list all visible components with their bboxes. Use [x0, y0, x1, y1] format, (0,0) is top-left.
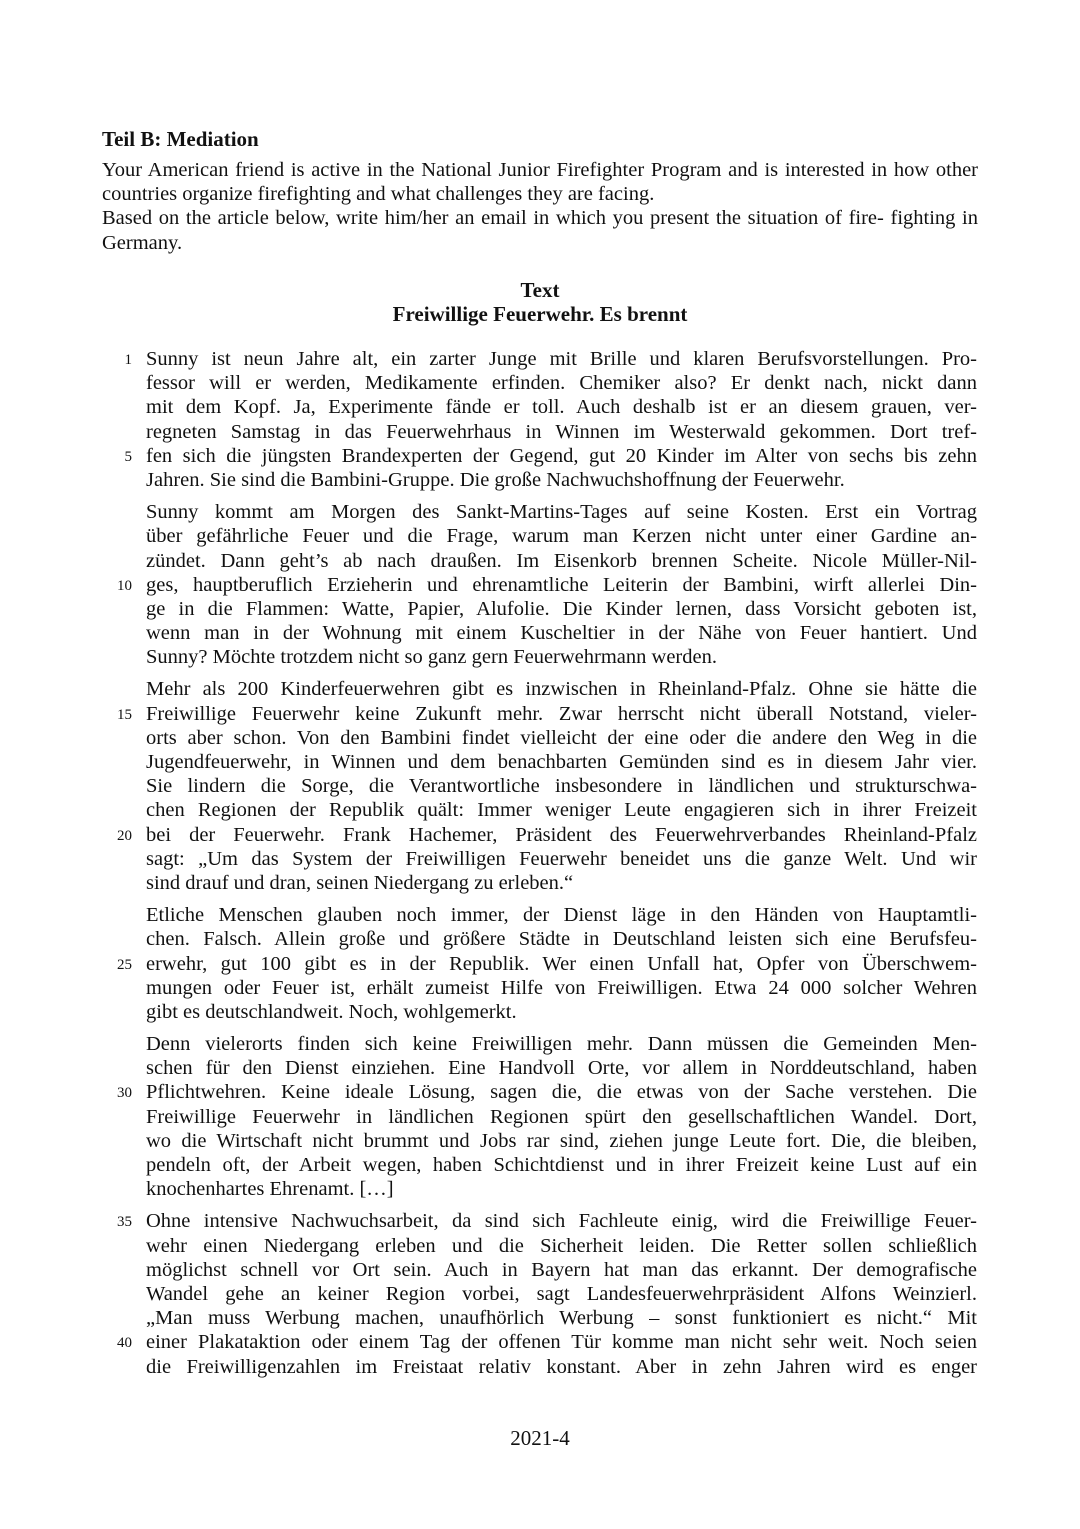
line-text: pendeln oft, der Arbeit wegen, haben Schichtdienst und in ihrer Freizeit keine Lust auf ein	[146, 1154, 977, 1176]
article-line	[0, 1355, 1080, 1379]
line-text: sagt: „Um das System der Freiwilligen Feuerwehr beneidet uns die ganze Welt. Und wir	[146, 847, 977, 870]
line-text: fen sich die jüngsten Brandexperten der Gegend, gut 20 Kinder im Alter von sechs bis zehn	[146, 444, 977, 467]
line-number: 20	[117, 827, 132, 844]
article-line	[0, 573, 1080, 597]
line-text: regneten Samstag in das Feuerwehrhaus in Winnen im Westerwald gekommen. Dort tref-	[146, 420, 977, 443]
line-text: über gefährliche Feuer und die Frage, warum man Kerzen nicht unter einer Gardine an-	[146, 525, 977, 548]
article-line	[0, 1209, 1080, 1233]
task-instructions	[102, 158, 978, 255]
line-text: wo die Wirtschaft nicht brummt und Jobs rar sind, ziehen junge Leute fort. Die, die bleiben,	[146, 1129, 977, 1152]
line-number: 40	[117, 1335, 132, 1352]
article-line	[0, 621, 1080, 645]
article-line	[0, 1234, 1080, 1258]
line-text: Jugendfeuerwehr, in Winnen und dem benachbarten Gemünden sind es in diesem Jahr vier.	[146, 751, 977, 773]
text-label: Text	[520, 278, 560, 302]
article-line	[0, 1153, 1080, 1177]
article-line	[0, 952, 1080, 976]
line-text: Denn vielerorts finden sich keine Freiwilligen mehr. Dann müssen die Gemeinden Men-	[146, 1033, 977, 1056]
article-line	[0, 420, 1080, 444]
article-line	[0, 774, 1080, 798]
line-text: sind drauf und dran, seinen Niedergang zu erleben.“	[146, 871, 574, 894]
line-text: Mehr als 200 Kinderfeuerwehren gibt es inzwischen in Rheinland-Pfalz. Ohne sie hätte die	[146, 678, 977, 701]
article-line	[0, 524, 1080, 548]
article-line	[0, 976, 1080, 1000]
line-number: 30	[117, 1085, 132, 1102]
article-line	[0, 677, 1080, 701]
article-line	[0, 798, 1080, 822]
task-paragraph: Your American friend is active in the National Junior Firefighter Program and is interested in how other countries organize firefighting and what challenges they are facing.	[102, 159, 978, 206]
line-text: wehr einen Niedergang erleben und die Sicherheit leiden. Die Retter sollen schließlich	[146, 1234, 977, 1257]
line-text: Freiwillige Feuerwehr in ländlichen Regionen spürt den gesellschaftlichen Wandel. Dort,	[146, 1105, 977, 1128]
line-text: mit dem Kopf. Ja, Experimente fände er toll. Auch deshalb ist er an diesem grauen, ver-	[146, 396, 977, 419]
page-number: 2021-4	[510, 1426, 570, 1450]
line-text: einer Plakataktion oder einem Tag der offenen Tür komme man nicht sehr weit. Noch seien	[146, 1331, 977, 1354]
line-text: schen für den Dienst einziehen. Eine Handvoll Orte, vor allem in Norddeutschland, haben	[146, 1057, 977, 1080]
paragraph-gap	[0, 895, 1080, 903]
article-line	[0, 347, 1080, 371]
article-line	[0, 395, 1080, 419]
article-line	[0, 702, 1080, 726]
article-line	[0, 549, 1080, 573]
task-heading: Teil B: Mediation	[102, 127, 259, 151]
article-line	[0, 903, 1080, 927]
paragraph-gap	[0, 492, 1080, 500]
line-text: zündet. Dann geht’s ab nach draußen. Im Eisenkorb brennen Scheite. Nicole Müller-Nil-	[146, 549, 977, 572]
line-text: Sie lindern die Sorge, die Verantwortliche insbesondere in ländlichen und strukturschwa-	[146, 775, 977, 798]
line-text: Wandel gehe an keiner Region vorbei, sagt Landesfeuerwehrpräsident Alfons Weinzierl.	[146, 1282, 977, 1305]
article-line	[0, 927, 1080, 951]
article-line	[0, 871, 1080, 895]
article-line	[0, 1032, 1080, 1056]
line-text: Jahren. Sie sind die Bambini-Gruppe. Die große Nachwuchshoffnung der Feuerwehr.	[146, 468, 845, 491]
line-text: erwehr, gut 100 gibt es in der Republik. Wer einen Unfall hat, Opfer von Überschwem-	[146, 952, 977, 975]
line-text: chen Regionen der Republik quält: Immer weniger Leute engagieren sich in ihrer Freizeit	[146, 799, 977, 822]
line-text: gibt es deutschlandweit. Noch, wohlgemerkt.	[146, 1000, 517, 1023]
article-line	[0, 750, 1080, 774]
article-line	[0, 726, 1080, 750]
line-number: 1	[124, 352, 132, 368]
article-line	[0, 1129, 1080, 1153]
line-number: 15	[117, 706, 132, 723]
paragraph-gap	[0, 1024, 1080, 1032]
line-text: Freiwillige Feuerwehr keine Zukunft mehr. Zwar herrscht nicht überall Notstand, vieler-	[146, 702, 977, 725]
line-text: ges, hauptberuflich Erzieherin und ehrenamtliche Leiterin der Bambini, wirft allerlei Din-	[146, 573, 977, 596]
line-number: 10	[117, 577, 132, 594]
article-line	[0, 1177, 1080, 1201]
article-line	[0, 1000, 1080, 1024]
article-line	[0, 468, 1080, 492]
article-line	[0, 371, 1080, 395]
line-text: „Man muss Werbung machen, unaufhörlich Werbung – sonst funktioniert es nicht.“ Mit	[146, 1307, 977, 1330]
line-text: Sunny? Möchte trotzdem nicht so ganz gern Feuerwehrmann werden.	[146, 646, 717, 669]
article-line	[0, 1282, 1080, 1306]
line-text: chen. Falsch. Allein große und größere Städte in Deutschland leisten sich eine Berufsfeu-	[146, 928, 977, 951]
article-line	[0, 645, 1080, 669]
article-line	[0, 847, 1080, 871]
article-line	[0, 1080, 1080, 1104]
article-line	[0, 1330, 1080, 1354]
line-text: knochenhartes Ehrenamt. […]	[146, 1178, 394, 1201]
line-text: ge in die Flammen: Watte, Papier, Alufolie. Die Kinder lernen, dass Vorsicht geboten ist,	[146, 597, 977, 620]
line-number: 25	[117, 956, 132, 973]
line-text: wenn man in der Wohnung mit einem Kuscheltier in der Nähe von Feuer hantiert. Und	[146, 622, 977, 645]
article-line	[0, 444, 1080, 468]
line-number: 35	[117, 1214, 132, 1231]
line-text: Etliche Menschen glauben noch immer, der Dienst läge in den Händen von Hauptamtli-	[146, 904, 977, 927]
article-title: Freiwillige Feuerwehr. Es brennt	[392, 302, 688, 326]
paragraph-gap	[0, 669, 1080, 677]
line-text: die Freiwilligenzahlen im Freistaat relativ konstant. Aber in zehn Jahren wird es enger	[146, 1355, 977, 1378]
article-line	[0, 1056, 1080, 1080]
article-line	[0, 1306, 1080, 1330]
line-text: bei der Feuerwehr. Frank Hachemer, Präsident des Feuerwehrverbandes Rheinland-Pfalz	[146, 823, 977, 846]
line-number: 5	[124, 448, 132, 465]
line-text: Sunny ist neun Jahre alt, ein zarter Junge mit Brille und klaren Berufsvorstellungen. Pro-	[146, 348, 977, 370]
line-text: fessor will er werden, Medikamente erfinden. Chemiker also? Er denkt nach, nickt dann	[146, 372, 977, 395]
line-text: Sunny kommt am Morgen des Sankt-Martins-Tages auf seine Kosten. Erst ein Vortrag	[146, 501, 977, 524]
line-text: möglichst schnell vor Ort sein. Auch in Bayern hat man das erkannt. Der demografische	[146, 1258, 977, 1281]
article-line	[0, 823, 1080, 847]
article-body	[0, 347, 1080, 1379]
article-line	[0, 1105, 1080, 1129]
article-line	[0, 1258, 1080, 1282]
line-text: orts aber schon. Von den Bambini findet vielleicht der eine oder die andere den Weg in die	[146, 726, 977, 749]
article-line	[0, 500, 1080, 524]
line-text: mungen oder Feuer ist, erhält zumeist Hilfe von Freiwilligen. Etwa 24 000 solcher Wehren	[146, 976, 977, 999]
line-text: Ohne intensive Nachwuchsarbeit, da sind sich Fachleute einig, wird die Freiwillige Feuer-	[146, 1210, 977, 1233]
article-line	[0, 597, 1080, 621]
paragraph-gap	[0, 1201, 1080, 1209]
line-text: Pflichtwehren. Keine ideale Lösung, sagen die, die etwas von der Sache verstehen. Die	[146, 1081, 977, 1104]
task-paragraph: Based on the article below, write him/her an email in which you present the situation of fire- fighting in Germany.	[102, 207, 978, 254]
